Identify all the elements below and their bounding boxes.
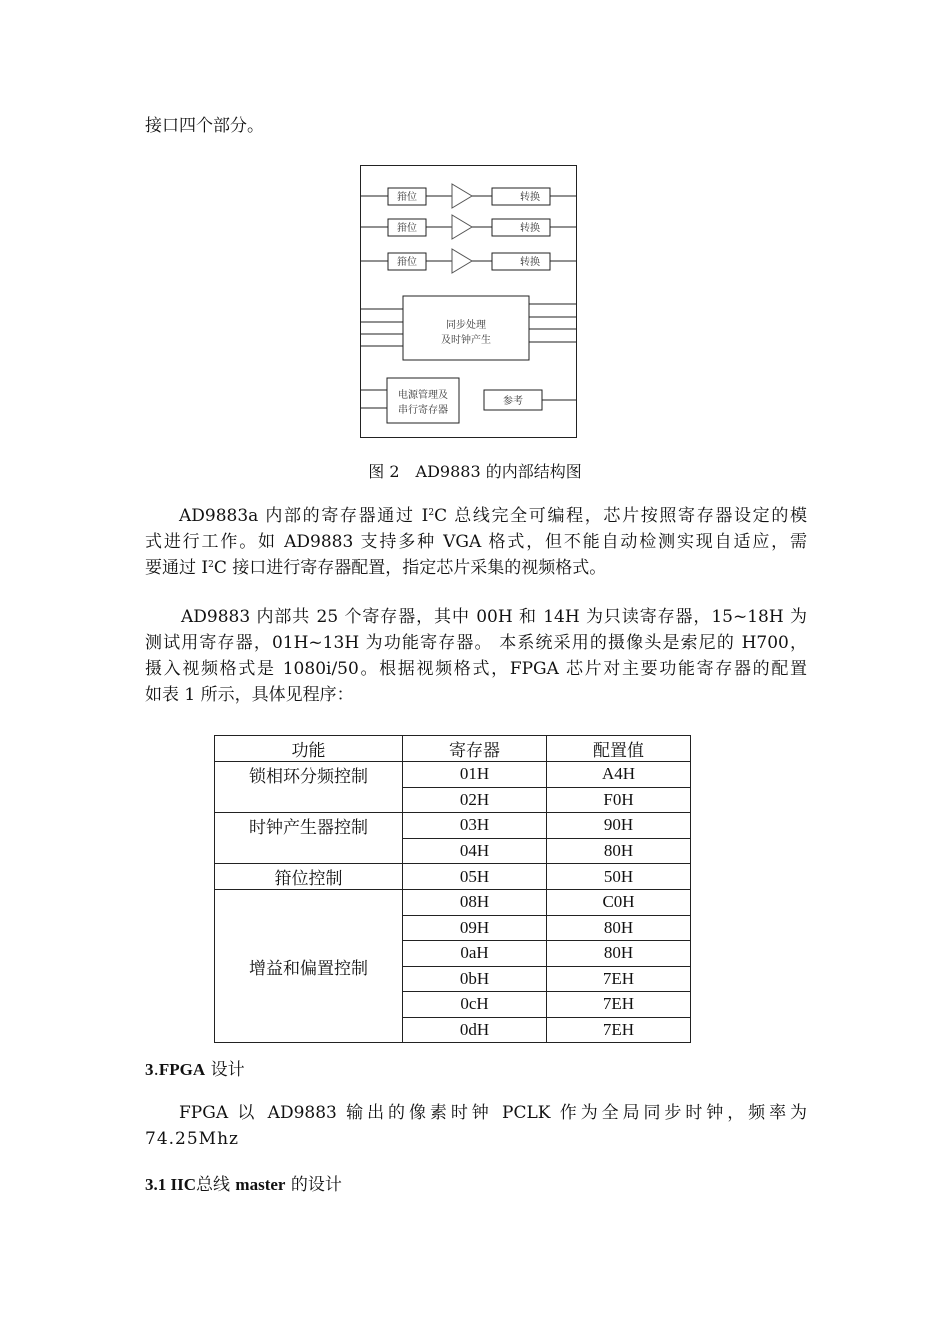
convert-label-2: 转换 (520, 223, 540, 234)
table-cell: 80H (547, 941, 691, 967)
table-cell: 7EH (547, 966, 691, 992)
table-cell: C0H (547, 890, 691, 916)
channel-3 (360, 249, 577, 273)
ad9883-block-diagram (360, 165, 577, 438)
table-cell: 80H (547, 838, 691, 864)
table-cell: 90H (547, 813, 691, 839)
table-cell: 0dH (403, 1017, 547, 1043)
sync-label-1: 同步处理 (446, 320, 486, 331)
sync-label-2: 及时钟产生 (441, 335, 491, 346)
table-cell: 7EH (547, 1017, 691, 1043)
table-row (215, 762, 691, 788)
paragraph-line: 74.25Mhz (145, 1129, 239, 1149)
table-header-function: 功能 (215, 736, 403, 762)
table-cell: 05H (403, 864, 547, 890)
ref-block (484, 390, 577, 410)
table-cell: 50H (547, 864, 691, 890)
paragraph-line: AD9883 内部共 25 个寄存器，其中 00H 和 14H 为只读寄存器，15~18H 为 (181, 607, 807, 627)
table-group-function: 锁相环分频控制 (215, 762, 403, 813)
section-heading-fpga: 3.FPGA 设计 (145, 1060, 245, 1080)
paragraph-line: 要通过 $I^2C$ 接口进行寄存器配置，指定芯片采集的视频格式。 (145, 558, 607, 578)
paragraph-register-programming (145, 503, 807, 581)
table-cell: 0aH (403, 941, 547, 967)
table-group-function: 箝位控制 (215, 864, 403, 890)
table-cell: 02H (403, 787, 547, 813)
table-cell: 08H (403, 890, 547, 916)
table-cell: 01H (403, 762, 547, 788)
clamp-label-3: 箝位 (397, 257, 417, 268)
paragraph-line: 如表 1 所示，具体见程序： (145, 685, 354, 705)
power-label-2: 串行寄存器 (398, 405, 448, 416)
clamp-label-1: 箝位 (397, 192, 417, 203)
table-cell: 0bH (403, 966, 547, 992)
table-row (215, 864, 691, 890)
table-cell: 0cH (403, 992, 547, 1018)
convert-label-3: 转换 (520, 257, 540, 268)
table-header-register: 寄存器 (403, 736, 547, 762)
section-heading-iic-master: 3.1 IIC总线 master 的设计 (145, 1175, 342, 1195)
table-header-value: 配置值 (547, 736, 691, 762)
table-cell: 80H (547, 915, 691, 941)
paragraph-fpga-clock (145, 1100, 807, 1152)
paragraph-line: AD9883a 内部的寄存器通过 $I^2C$ 总线完全可编程，芯片按照寄存器设定的模 (179, 506, 807, 526)
table-cell: 03H (403, 813, 547, 839)
table-cell: 04H (403, 838, 547, 864)
table-group-function: 时钟产生器控制 (215, 813, 403, 864)
paragraph-line: 式进行工作。如 AD9883 支持多种 VGA 格式，但不能自动检测实现自适应，需 (145, 532, 807, 552)
amplifier-3-icon (452, 249, 472, 273)
table-cell: F0H (547, 787, 691, 813)
intro-text: 接口四个部分。 (145, 116, 264, 136)
amplifier-1-icon (452, 184, 472, 208)
channel-1 (360, 184, 577, 208)
paragraph-register-list (145, 604, 807, 708)
table-cell: A4H (547, 762, 691, 788)
table-row (215, 813, 691, 839)
table-cell: 7EH (547, 992, 691, 1018)
paragraph-line: FPGA 以 AD9883 输出的像素时钟 PCLK 作为全局同步时钟，频率为 (179, 1103, 807, 1123)
paragraph-line: 摄入视频格式是 1080i/50。根据视频格式，FPGA 芯片对主要功能寄存器的配置 (145, 659, 807, 679)
register-config-table (214, 735, 691, 1043)
clamp-label-2: 箝位 (397, 223, 417, 234)
channel-2 (360, 215, 577, 239)
power-label-1: 电源管理及 (398, 390, 448, 401)
table-cell: 09H (403, 915, 547, 941)
table-group-function: 增益和偏置控制 (215, 890, 403, 1043)
table-row (215, 890, 691, 916)
paragraph-line: 测试用寄存器，01H~13H 为功能寄存器。 本系统采用的摄像头是索尼的 H700， (145, 633, 807, 653)
convert-label-1: 转换 (520, 192, 540, 203)
table-header-row (215, 736, 691, 762)
ref-label: 参考 (503, 396, 523, 407)
figure-caption: 图 2 AD9883 的内部结构图 (368, 462, 582, 481)
amplifier-2-icon (452, 215, 472, 239)
